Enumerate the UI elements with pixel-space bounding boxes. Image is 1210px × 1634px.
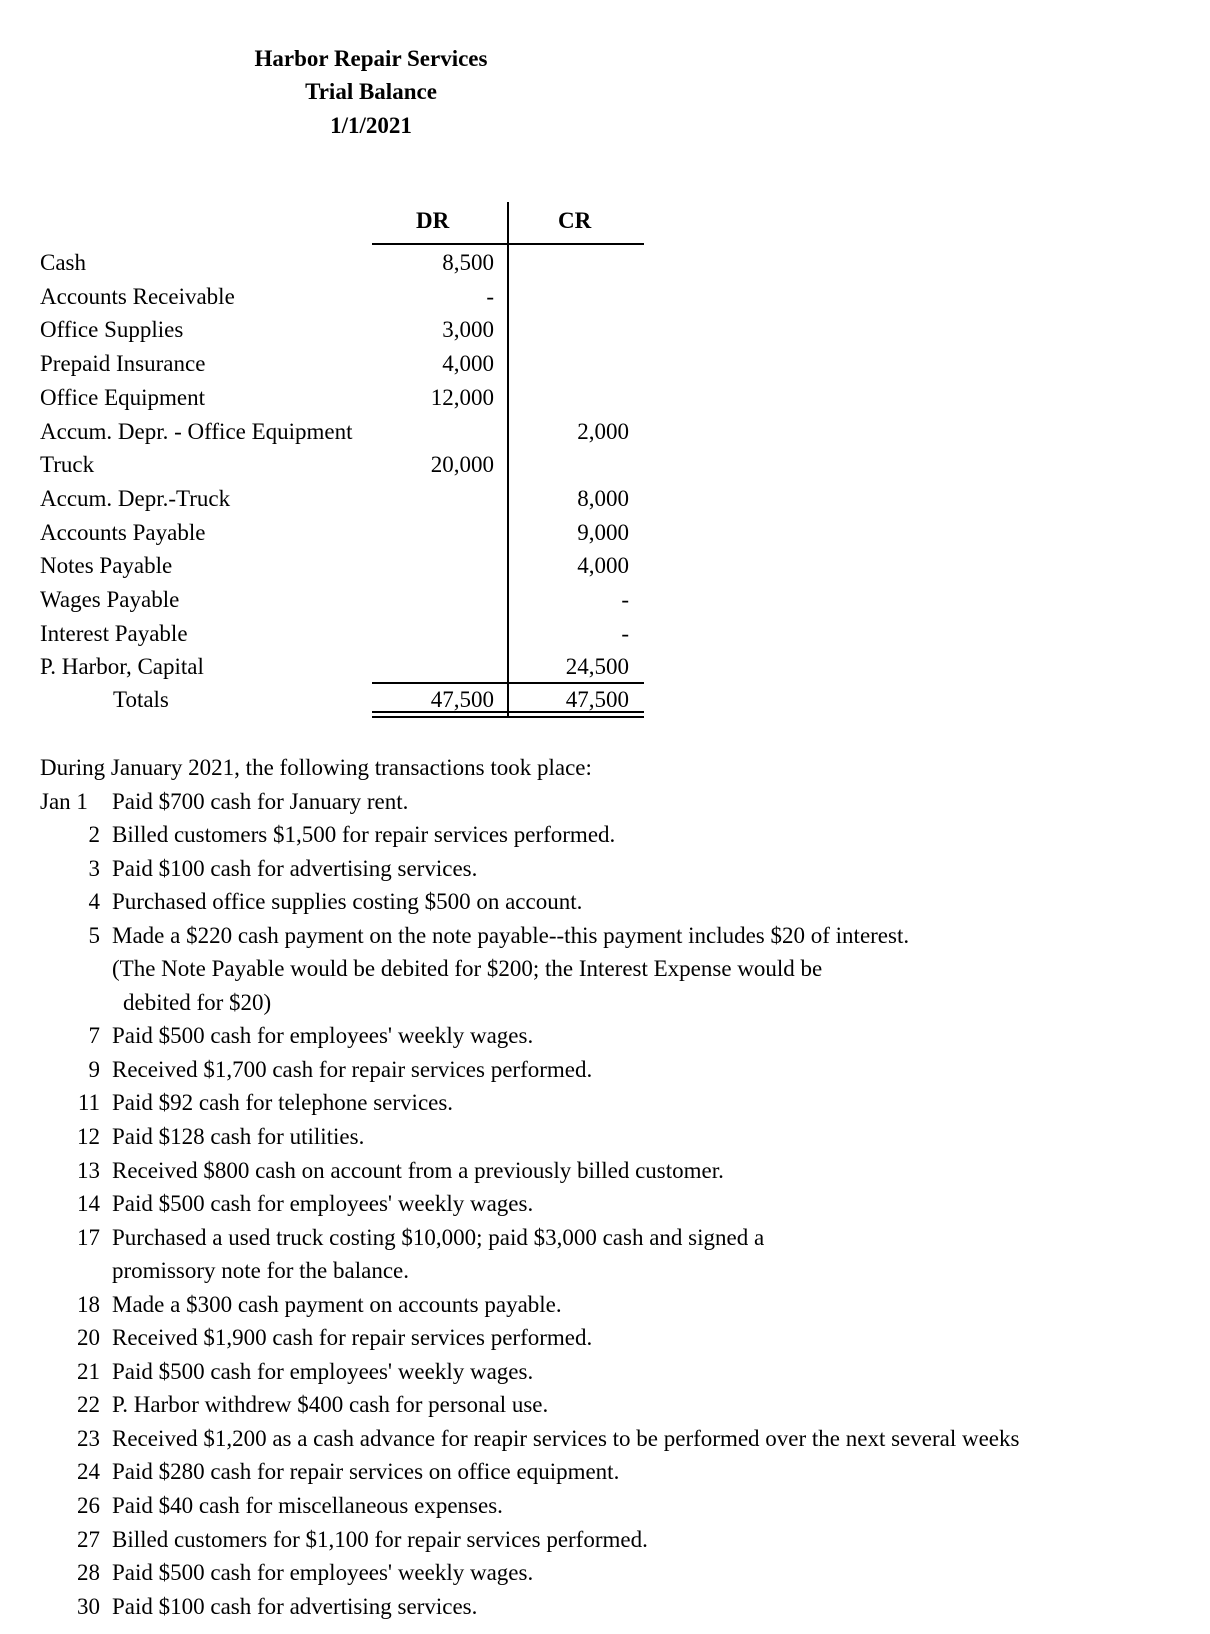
account-row xyxy=(0,617,700,651)
transaction-date: 4 xyxy=(88,889,100,915)
transaction-line xyxy=(0,1422,1210,1456)
credit-amount: 2,000 xyxy=(577,418,629,444)
transaction-text: P. Harbor withdrew $400 cash for personal use. xyxy=(112,1392,549,1418)
account-row xyxy=(0,280,700,314)
account-name: Accum. Depr. - Office Equipment xyxy=(40,418,353,444)
transaction-text: Paid $128 cash for utilities. xyxy=(112,1124,365,1150)
transaction-date: 7 xyxy=(88,1023,100,1049)
transaction-line xyxy=(0,885,1210,919)
account-name: Cash xyxy=(40,250,86,275)
transaction-line xyxy=(0,986,1210,1020)
account-row xyxy=(0,583,700,617)
transaction-line xyxy=(0,919,1210,953)
transaction-line xyxy=(0,1355,1210,1389)
transaction-text: Paid $500 cash for employees' weekly wages. xyxy=(112,1560,534,1586)
transaction-text: Billed customers for $1,100 for repair services performed. xyxy=(112,1526,648,1552)
transaction-date: 22 xyxy=(77,1392,100,1418)
transactions-intro xyxy=(0,751,1210,785)
credit-amount: - xyxy=(621,620,629,646)
transaction-text: Made a $220 cash payment on the note payable--this payment includes $20 of interest. xyxy=(112,922,910,948)
transaction-text: Received $1,900 cash for repair services performed. xyxy=(112,1325,593,1351)
debit-amount: 8,500 xyxy=(442,250,494,275)
intro-text: During January 2021, the following transactions took place: xyxy=(40,755,592,780)
debit-amount: 4,000 xyxy=(442,351,494,377)
transaction-line xyxy=(0,1187,1210,1221)
debit-amount: 3,000 xyxy=(442,317,494,343)
account-row xyxy=(0,381,700,415)
transaction-line xyxy=(0,1590,1210,1624)
report-date: 1/1/2021 xyxy=(330,113,412,138)
account-row xyxy=(0,313,700,347)
transaction-text: Received $1,200 as a cash advance for reapir services to be performed over the next several weeks xyxy=(112,1425,1020,1451)
credit-amount: 24,500 xyxy=(565,654,629,680)
account-name: Accounts Payable xyxy=(40,519,206,545)
transaction-date: 9 xyxy=(88,1056,100,1082)
company-name: Harbor Repair Services xyxy=(254,46,488,71)
transaction-text: promissory note for the balance. xyxy=(112,1258,409,1284)
transaction-line xyxy=(0,1053,1210,1087)
credit-amount: 4,000 xyxy=(577,553,629,579)
transaction-text: Paid $500 cash for employees' weekly wages. xyxy=(112,1358,534,1384)
account-name: Notes Payable xyxy=(40,553,173,579)
account-name: Truck xyxy=(40,452,95,478)
transaction-line xyxy=(0,1120,1210,1154)
transaction-text: Paid $700 cash for January rent. xyxy=(112,788,409,814)
credit-amount: 9,000 xyxy=(577,519,629,545)
account-row xyxy=(0,650,700,684)
account-row xyxy=(0,347,700,381)
transaction-date: 5 xyxy=(88,922,100,948)
transaction-date: 26 xyxy=(77,1493,100,1519)
transaction-line xyxy=(0,1086,1210,1120)
account-name: Interest Payable xyxy=(40,620,188,646)
account-name: Wages Payable xyxy=(40,587,180,612)
account-row xyxy=(0,448,700,482)
transaction-text: Paid $92 cash for telephone services. xyxy=(112,1090,454,1116)
transaction-date: 18 xyxy=(77,1291,100,1317)
credit-amount: - xyxy=(621,587,629,612)
account-row xyxy=(0,482,700,516)
transaction-line xyxy=(0,785,1210,819)
debit-amount: 12,000 xyxy=(430,384,494,410)
transaction-text: Paid $40 cash for miscellaneous expenses. xyxy=(112,1493,503,1519)
transaction-date: 24 xyxy=(77,1459,100,1485)
debit-amount: 20,000 xyxy=(430,452,494,478)
transaction-text: Purchased a used truck costing $10,000; paid $3,000 cash and signed a xyxy=(112,1224,765,1250)
totals-label: Totals xyxy=(113,687,169,712)
transaction-line xyxy=(0,1321,1210,1355)
account-row xyxy=(0,415,700,449)
credit-amount: 8,000 xyxy=(577,485,629,511)
transaction-line xyxy=(0,1556,1210,1590)
transaction-date: 14 xyxy=(77,1191,100,1217)
transaction-text: Billed customers $1,500 for repair services performed. xyxy=(112,822,616,848)
transaction-text: (The Note Payable would be debited for $200; the Interest Expense would be xyxy=(112,956,823,982)
transaction-date: 23 xyxy=(77,1425,100,1451)
totals-row xyxy=(0,683,700,717)
account-name: Accum. Depr.-Truck xyxy=(40,485,231,511)
totals-cr: 47,500 xyxy=(565,687,629,712)
account-name: Prepaid Insurance xyxy=(40,351,206,377)
transaction-line xyxy=(0,1523,1210,1557)
transaction-text: Paid $280 cash for repair services on office equipment. xyxy=(112,1459,620,1485)
account-name: Accounts Receivable xyxy=(40,283,235,309)
transaction-line xyxy=(0,1288,1210,1322)
transaction-text: Paid $100 cash for advertising services. xyxy=(112,855,478,881)
debit-amount: - xyxy=(486,283,494,309)
transaction-text: Purchased office supplies costing $500 on account. xyxy=(112,889,583,915)
transaction-line xyxy=(0,818,1210,852)
transaction-date: 3 xyxy=(88,855,100,881)
account-name: Office Supplies xyxy=(40,317,184,343)
transaction-line xyxy=(0,852,1210,886)
transaction-line xyxy=(0,1388,1210,1422)
account-row xyxy=(0,549,700,583)
transaction-line xyxy=(0,952,1210,986)
account-row xyxy=(0,516,700,550)
transaction-line xyxy=(0,1254,1210,1288)
transaction-date: 21 xyxy=(77,1358,100,1384)
dr-header: DR xyxy=(416,208,450,233)
transaction-text: Received $800 cash on account from a previously billed customer. xyxy=(112,1157,724,1183)
cr-header: CR xyxy=(558,208,592,233)
transaction-date: 2 xyxy=(88,822,100,848)
transaction-date: 17 xyxy=(77,1224,100,1250)
transaction-text: Paid $100 cash for advertising services. xyxy=(112,1593,478,1619)
transaction-date: 27 xyxy=(77,1526,100,1552)
transaction-line xyxy=(0,1455,1210,1489)
transaction-text: Received $1,700 cash for repair services performed. xyxy=(112,1056,593,1082)
account-name: Office Equipment xyxy=(40,384,205,410)
transaction-text: debited for $20) xyxy=(123,989,272,1015)
account-name: P. Harbor, Capital xyxy=(40,654,204,680)
report-title: Trial Balance xyxy=(305,79,437,104)
header-underline xyxy=(372,243,644,245)
transaction-line xyxy=(0,1221,1210,1255)
transaction-date: 13 xyxy=(77,1157,100,1183)
account-row xyxy=(0,246,700,280)
transaction-text: Made a $300 cash payment on accounts payable. xyxy=(112,1291,562,1317)
transaction-text: Paid $500 cash for employees' weekly wages. xyxy=(112,1023,534,1049)
transaction-line xyxy=(0,1154,1210,1188)
transaction-line xyxy=(0,1019,1210,1053)
transaction-date: 28 xyxy=(77,1560,100,1586)
totals-dr: 47,500 xyxy=(430,687,494,712)
transactions-section xyxy=(0,751,1210,1623)
transaction-date: 30 xyxy=(77,1593,100,1619)
transaction-date: Jan 1 xyxy=(40,788,88,814)
transaction-date: 20 xyxy=(77,1325,100,1351)
transaction-date: 12 xyxy=(77,1124,100,1150)
transaction-text: Paid $500 cash for employees' weekly wages. xyxy=(112,1191,534,1217)
transaction-date: 11 xyxy=(77,1090,100,1116)
transaction-line xyxy=(0,1489,1210,1523)
